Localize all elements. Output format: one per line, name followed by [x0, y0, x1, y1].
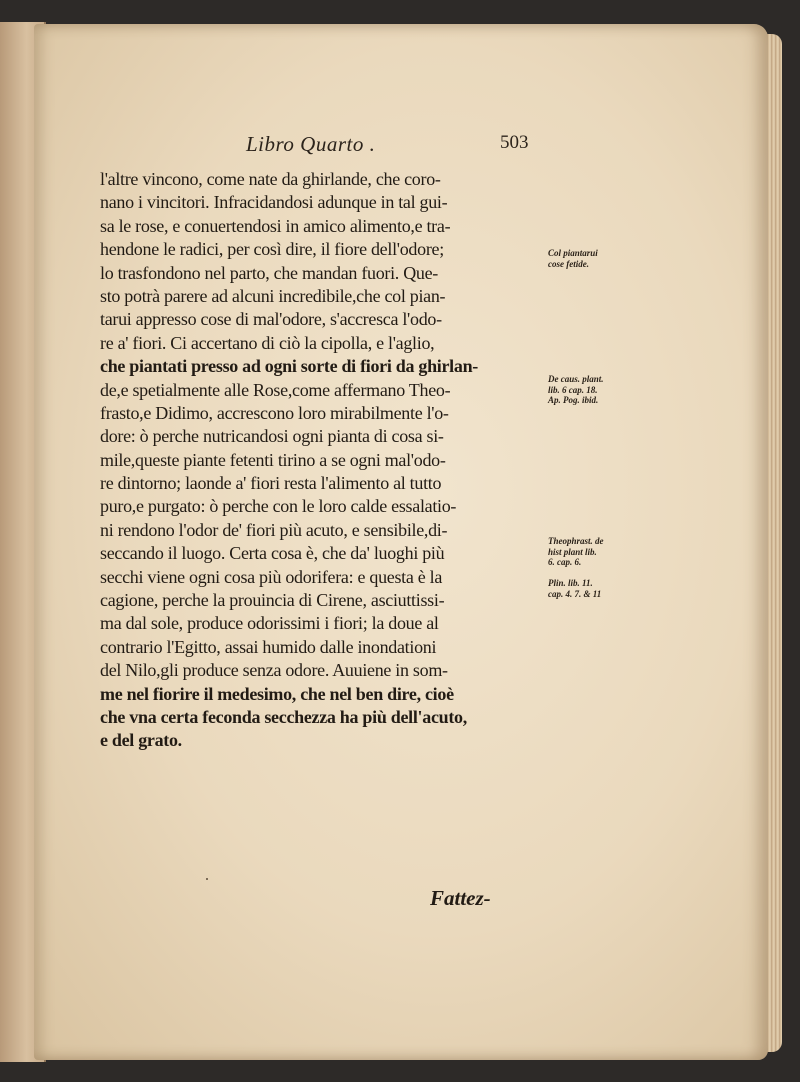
text-line: secchi viene ogni cosa più odorifera: e questa è la — [100, 566, 443, 587]
text-line: frasto,e Didimo, accrescono loro mirabilmente l'o- — [100, 402, 449, 423]
text-line: sa le rose, e conuertendosi in amico alimento,e tra- — [100, 215, 451, 236]
marginal-note-line: Theophrast. de — [548, 536, 604, 546]
text-line: puro,e purgato: ò perche con le loro calde essalatio- — [100, 496, 457, 517]
text-line: seccando il luogo. Certa cosa è, che da' luoghi più — [100, 543, 445, 564]
text-line: del Nilo,gli produce senza odore. Auuiene in som- — [100, 660, 448, 681]
marginal-note-line: De caus. plant. — [548, 374, 604, 384]
text-line: hendone le radici, per così dire, il fiore dell'odore; — [100, 239, 444, 260]
marginal-note-line: cap. 4. 7. & 11 — [548, 588, 602, 599]
marginal-note — [548, 374, 604, 406]
catchword: Fattez- — [430, 886, 491, 910]
text-line: ni rendono l'odor de' fiori più acuto, e sensibile,di- — [100, 519, 448, 540]
running-title: Libro Quarto . — [246, 132, 376, 156]
text-line: re dintorno; laonde a' fiori resta l'alimento al tutto — [100, 473, 442, 494]
marginal-note-line: Ap. Pog. ibid. — [548, 395, 599, 405]
text-line: dore: ò perche nutricandosi ogni pianta di cosa si- — [100, 426, 444, 447]
ink-speck — [206, 878, 208, 880]
text-line: lo trasfondono nel parto, che mandan fuori. Que- — [100, 262, 438, 283]
marginal-note — [548, 536, 604, 568]
text-line: sto potrà parere ad alcuni incredibile,che col pian- — [100, 285, 446, 306]
page-number: 503 — [500, 132, 529, 153]
text-line: contrario l'Egitto, assai humido dalle inondationi — [100, 636, 437, 657]
text-line: me nel fiorire il medesimo, che nel ben dire, cioè — [100, 683, 454, 704]
text-line: che vna certa feconda secchezza ha più dell'acuto, — [100, 706, 467, 727]
marginal-note-line: Plin. lib. 11. — [548, 578, 593, 588]
marginal-note — [548, 578, 601, 599]
text-line: re a' fiori. Ci accertano di ciò la cipolla, e l'aglio, — [100, 332, 435, 353]
body-text — [100, 168, 580, 753]
text-line: tarui appresso cose di mal'odore, s'accresca l'odo- — [100, 309, 442, 330]
marginal-note-line: 6. cap. 6. — [548, 557, 582, 567]
marginal-note-line: Col piantarui — [548, 248, 598, 258]
text-line: de,e spetialmente alle Rose,come affermano Theo- — [100, 379, 451, 400]
text-line: che piantati presso ad ogni sorte di fiori da ghirlan- — [100, 356, 478, 377]
text-line: l'altre vincono, come nate da ghirlande, che coro- — [100, 169, 441, 189]
page-header — [34, 130, 768, 160]
book-page — [34, 24, 768, 1060]
text-line: e del grato. — [100, 730, 182, 751]
text-line: nano i vincitori. Infracidandosi adunque in tal gui- — [100, 192, 448, 213]
marginal-note-line: hist plant lib. — [548, 546, 597, 557]
marginal-note-line: lib. 6 cap. 18. — [548, 384, 598, 395]
text-line: ma dal sole, produce odorissimi i fiori; la doue al — [100, 613, 439, 634]
marginal-note-line: cose fetide. — [548, 258, 589, 269]
text-line: mile,queste piante fetenti tirino a se ogni mal'odo- — [100, 449, 446, 470]
marginal-note — [548, 248, 598, 269]
text-line: cagione, perche la prouincia di Cirene, asciuttissi- — [100, 590, 445, 611]
